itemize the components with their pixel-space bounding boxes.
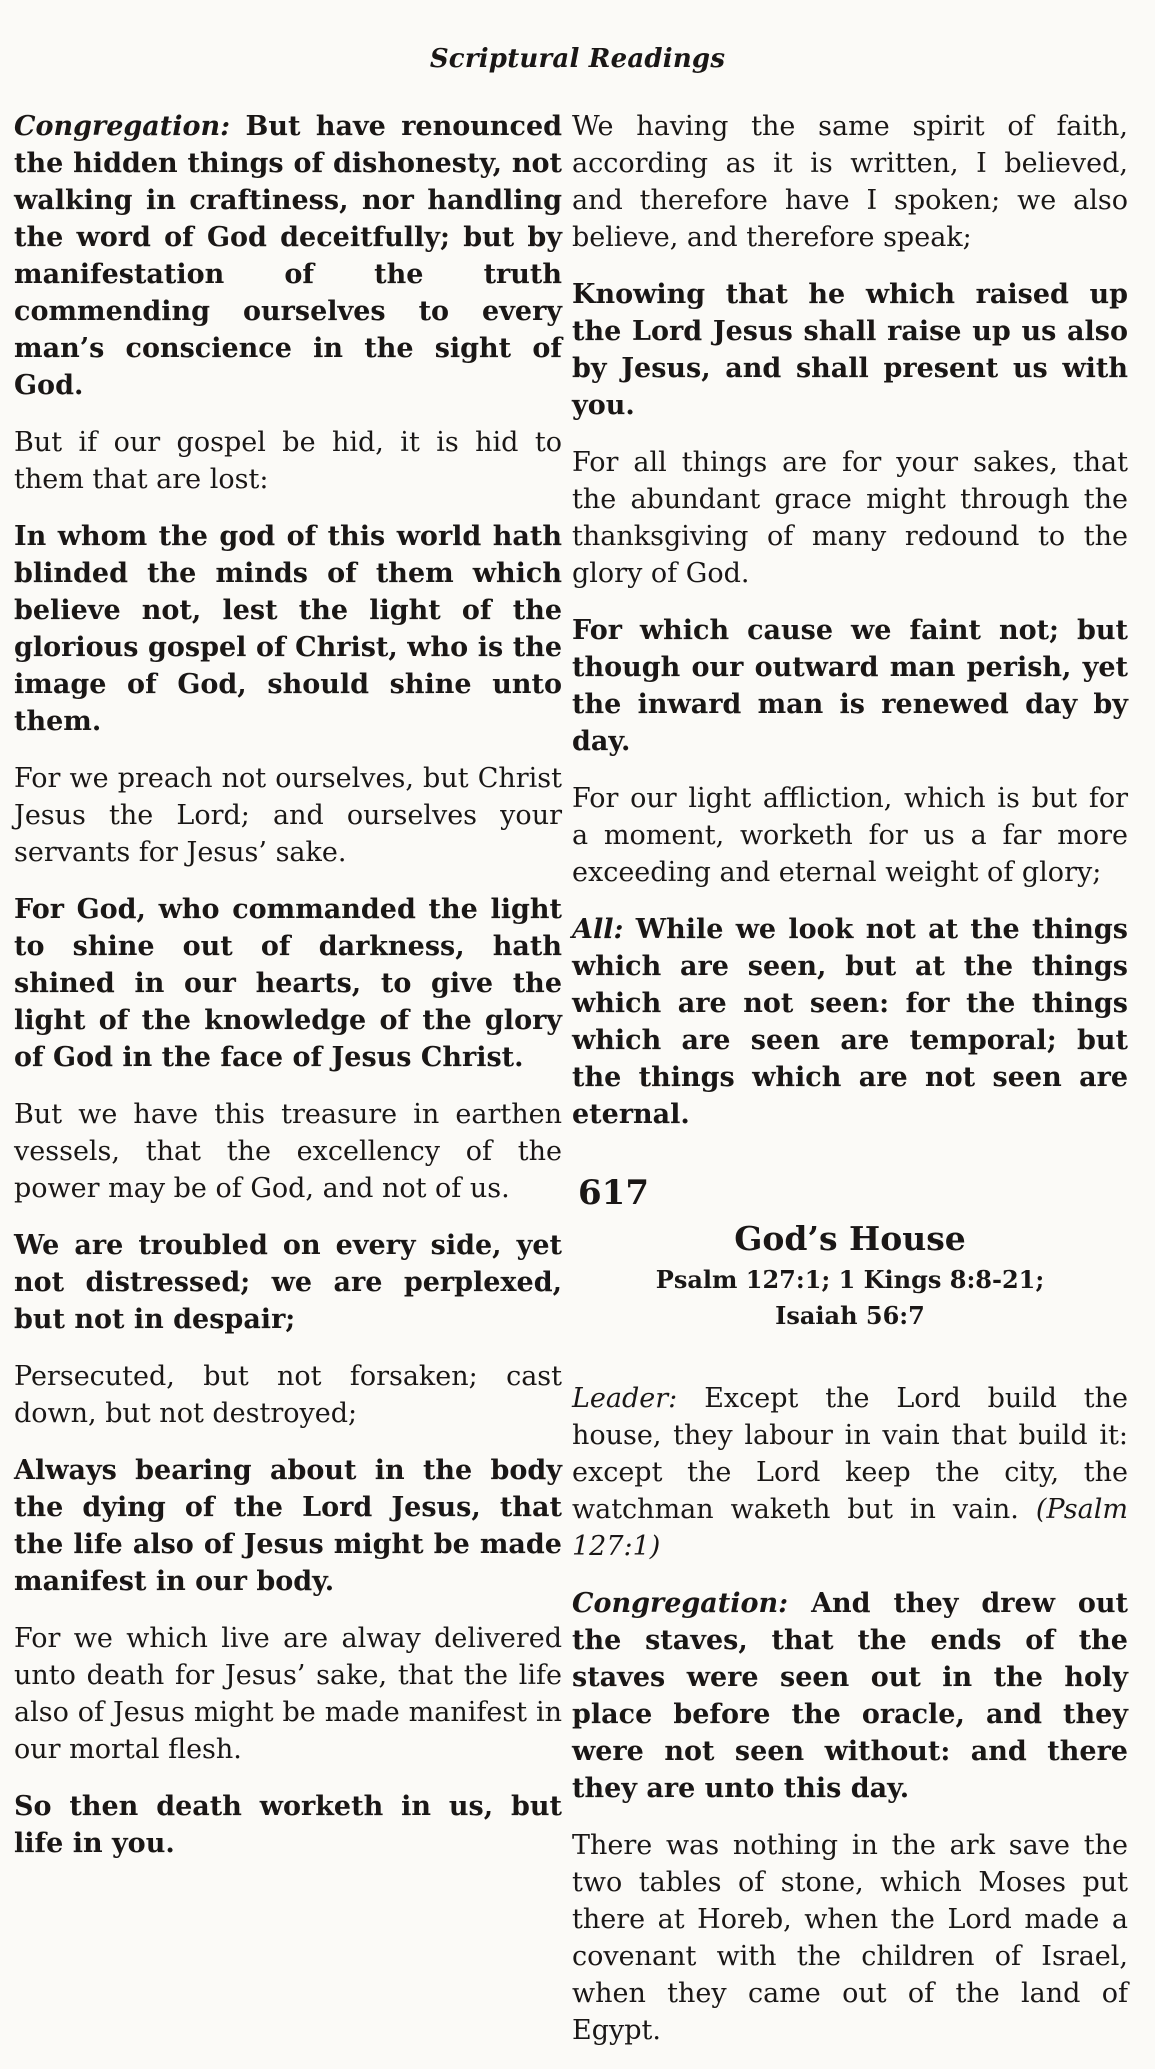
reading-text: And they drew out the staves, that the ends of the staves were seen out in the holy place before the oracle, and they were not seen without: and there they are unto this day. xyxy=(572,1588,1128,1804)
reading-text: Except the Lord build the house, they labour in vain that build it: except the Lord keep the city, the watchman waketh but in vain. xyxy=(572,1383,1128,1525)
reading-paragraph xyxy=(572,1380,1128,1565)
reading-paragraph xyxy=(14,108,562,404)
reading-paragraph: So then death worketh in us, but life in you. xyxy=(14,1791,562,1859)
reading-paragraph: For our light affliction, which is but for a moment, worketh for us a far more exceeding and eternal weight of glory; xyxy=(572,783,1128,888)
left-column xyxy=(14,108,562,1882)
reading-paragraph: Persecuted, but not forsaken; cast down, but not destroyed; xyxy=(14,1361,562,1429)
section-title: God’s House xyxy=(734,1219,966,1258)
reading-paragraph: Knowing that he which raised up the Lord Jesus shall raise up us also by Jesus, and shall present us with you. xyxy=(572,279,1128,421)
speaker-label: Congregation: xyxy=(572,1588,789,1619)
reading-paragraph: For we preach not ourselves, but Christ Jesus the Lord; and ourselves your servants for Jesus’ sake. xyxy=(14,763,562,868)
reading-paragraph: We are troubled on every side, yet not distressed; we are perplexed, but not in despair; xyxy=(14,1230,562,1335)
reading-paragraph: We having the same spirit of faith, according as it is written, I believed, and therefore have I spoken; we also believe, and therefore speak; xyxy=(572,111,1128,253)
reading-paragraph: In whom the god of this world hath blinded the minds of them which believe not, lest the light of the glorious gospel of Christ, who is the image of God, should shine unto them. xyxy=(14,521,562,737)
section-references-line: Psalm 127:1; 1 Kings 8:8-21; xyxy=(655,1265,1045,1294)
reading-paragraph: For which cause we faint not; but though our outward man perish, yet the inward man is renewed day by day. xyxy=(572,615,1128,757)
reading-paragraph xyxy=(572,911,1128,1133)
reading-paragraph: There was nothing in the ark save the two tables of stone, which Moses put there at Horeb, when the Lord made a covenant with the children of Israel, when they came out of the land of Egypt. xyxy=(572,1830,1128,2046)
reading-text: While we look not at the things which are seen, but at the things which are not seen: for the things which are seen are temporal; but the things which are not seen are eternal. xyxy=(572,914,1129,1130)
section-number: 617 xyxy=(578,1173,649,1213)
right-column xyxy=(572,108,1128,2069)
running-head: Scriptural Readings xyxy=(429,44,726,74)
section-references-line: Isaiah 56:7 xyxy=(775,1301,925,1330)
scripture-reference: (Psalm 127:1) xyxy=(572,1494,1128,1562)
reading-paragraph: Always bearing about in the body the dying of the Lord Jesus, that the life also of Jesus might be made manifest in our body. xyxy=(14,1455,562,1597)
reading-paragraph: For we which live are alway delivered unto death for Jesus’ sake, that the life also of Jesus might be made manifest in our mortal flesh. xyxy=(14,1623,562,1765)
speaker-label: Congregation: xyxy=(14,111,231,142)
section-references xyxy=(572,1262,1128,1334)
reading-paragraph: For God, who commanded the light to shine out of darkness, hath shined in our hearts, to give the light of the knowledge of the glory of God in the face of Jesus Christ. xyxy=(14,894,562,1073)
speaker-label: All: xyxy=(572,914,624,945)
reading-paragraph: But if our gospel be hid, it is hid to them that are lost: xyxy=(14,427,562,495)
reading-text: But have renounced the hidden things of dishonesty, not walking in craftiness, nor handling the word of God deceitfully; but by manifestation of the truth commending ourselves to every man’s conscience in the sight of God. xyxy=(14,111,562,401)
speaker-label: Leader: xyxy=(572,1383,678,1414)
reading-paragraph xyxy=(572,1585,1128,1807)
reading-paragraph: For all things are for your sakes, that the abundant grace might through the thanksgiving of many redound to the glory of God. xyxy=(572,447,1128,589)
reading-paragraph: But we have this treasure in earthen vessels, that the excellency of the power may be of God, and not of us. xyxy=(14,1099,562,1204)
